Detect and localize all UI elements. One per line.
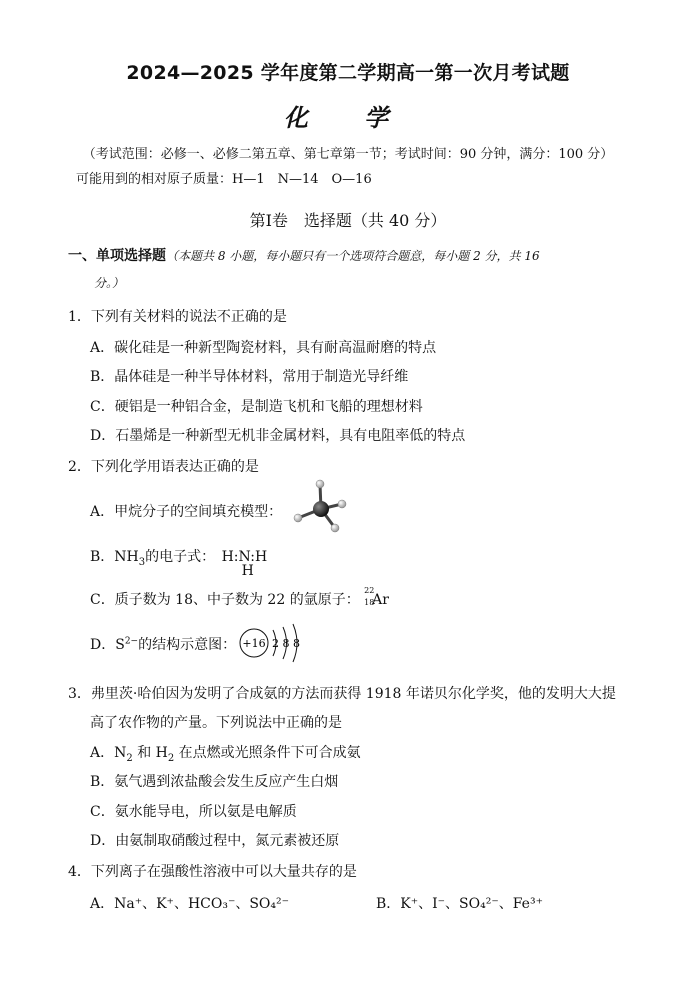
- q2-c-text: C．质子数为 18、中子数为 22 的氩原子：: [90, 592, 360, 608]
- nh3-formula-bottom: H: [241, 563, 254, 579]
- q2-d-suffix: 的结构示意图：: [138, 637, 237, 653]
- q3-a-part1: A．N: [90, 745, 127, 761]
- q2-stem: 2．下列化学用语表达正确的是: [68, 459, 259, 475]
- section-heading: [68, 245, 540, 265]
- q3-stem-line2: 高了农作物的产量。下列说法中正确的是: [90, 715, 342, 731]
- section-label: 一、单项选择题: [68, 248, 166, 264]
- q2-b-prefix: B．NH: [90, 549, 139, 565]
- atomic-mass-note: 可能用到的相对原子质量：H—1 N—14 O—16: [76, 172, 372, 187]
- nucleus-label: +16: [242, 637, 266, 650]
- q1-option-d: D．石墨烯是一种新型无机非金属材料，具有电阻率低的特点: [90, 428, 466, 444]
- isotope-mass: 22: [364, 586, 375, 595]
- q3-a-part3: 在点燃或光照条件下可合成氨: [174, 745, 361, 761]
- q4-option-a: A．Na⁺、K⁺、HCO₃⁻、SO₄²⁻: [90, 896, 290, 912]
- section-desc-cont: 分。）: [94, 276, 125, 290]
- section-desc: （本题共 8 小题，每小题只有一个选项符合题意，每小题 2 分，共 16: [166, 249, 540, 263]
- q2-d-prefix: D．S: [90, 637, 125, 653]
- q4-option-b: B．K⁺、I⁻、SO₄²⁻、Fe³⁺: [376, 896, 543, 912]
- q3-a-sub2: 2: [167, 752, 175, 764]
- shell-counts: 2 8 8: [272, 637, 300, 650]
- q3-a-sub1: 2: [126, 752, 133, 764]
- q2-b-suffix: 的电子式：: [145, 549, 216, 565]
- q3-option-d: D．由氨制取硝酸过程中，氮元素被还原: [90, 833, 340, 849]
- nh3-electron-formula: [221, 549, 268, 579]
- q3-option-b: B．氨气遇到浓盐酸会发生反应产生白烟: [90, 774, 339, 790]
- q2-option-a: A．甲烷分子的空间填充模型：: [90, 504, 283, 520]
- isotope-element: Ar: [372, 592, 389, 608]
- q2-d-sup: 2−: [124, 636, 139, 647]
- q3-option-a: [90, 742, 361, 764]
- q2-b-sub: 3: [138, 556, 146, 568]
- q2-option-b: [90, 546, 268, 579]
- exam-scope: （考试范围：必修一、必修二第五章、第七章第一节；考试时间：90 分钟，满分：100 分）: [82, 147, 614, 162]
- q1-option-a: A．碳化硅是一种新型陶瓷材料，具有耐高温耐磨的特点: [90, 340, 437, 356]
- q1-option-b: B．晶体硅是一种半导体材料，常用于制造光导纤维: [90, 369, 409, 385]
- part-title: 第Ⅰ卷 选择题（共 40 分）: [249, 211, 447, 230]
- q4-stem: 4．下列离子在强酸性溶液中可以大量共存的是: [68, 864, 357, 880]
- isotope-notation: [364, 586, 375, 608]
- q2-option-c: [90, 586, 389, 609]
- q3-option-c: C．氨水能导电，所以氨是电解质: [90, 804, 297, 820]
- isotope-z: 18: [364, 598, 375, 607]
- exam-title: 2024—2025 学年度第二学期高一第一次月考试题: [126, 62, 570, 84]
- subject-title: 化 学: [283, 103, 413, 132]
- q2-option-d: [90, 634, 236, 654]
- nh3-formula-top: H:N:H: [221, 549, 268, 565]
- sulfide-structure-icon: [235, 622, 305, 666]
- q3-stem-line1: 3．弗里茨·哈伯因为发明了合成氨的方法而获得 1918 年诺贝尔化学奖，他的发明大大提: [68, 686, 616, 702]
- q1-option-c: C．硬铝是一种铝合金，是制造飞机和飞船的理想材料: [90, 399, 423, 415]
- q3-a-part2: 和 H: [132, 745, 168, 761]
- methane-model-icon: [290, 476, 352, 538]
- q1-stem: 1．下列有关材料的说法不正确的是: [68, 309, 287, 325]
